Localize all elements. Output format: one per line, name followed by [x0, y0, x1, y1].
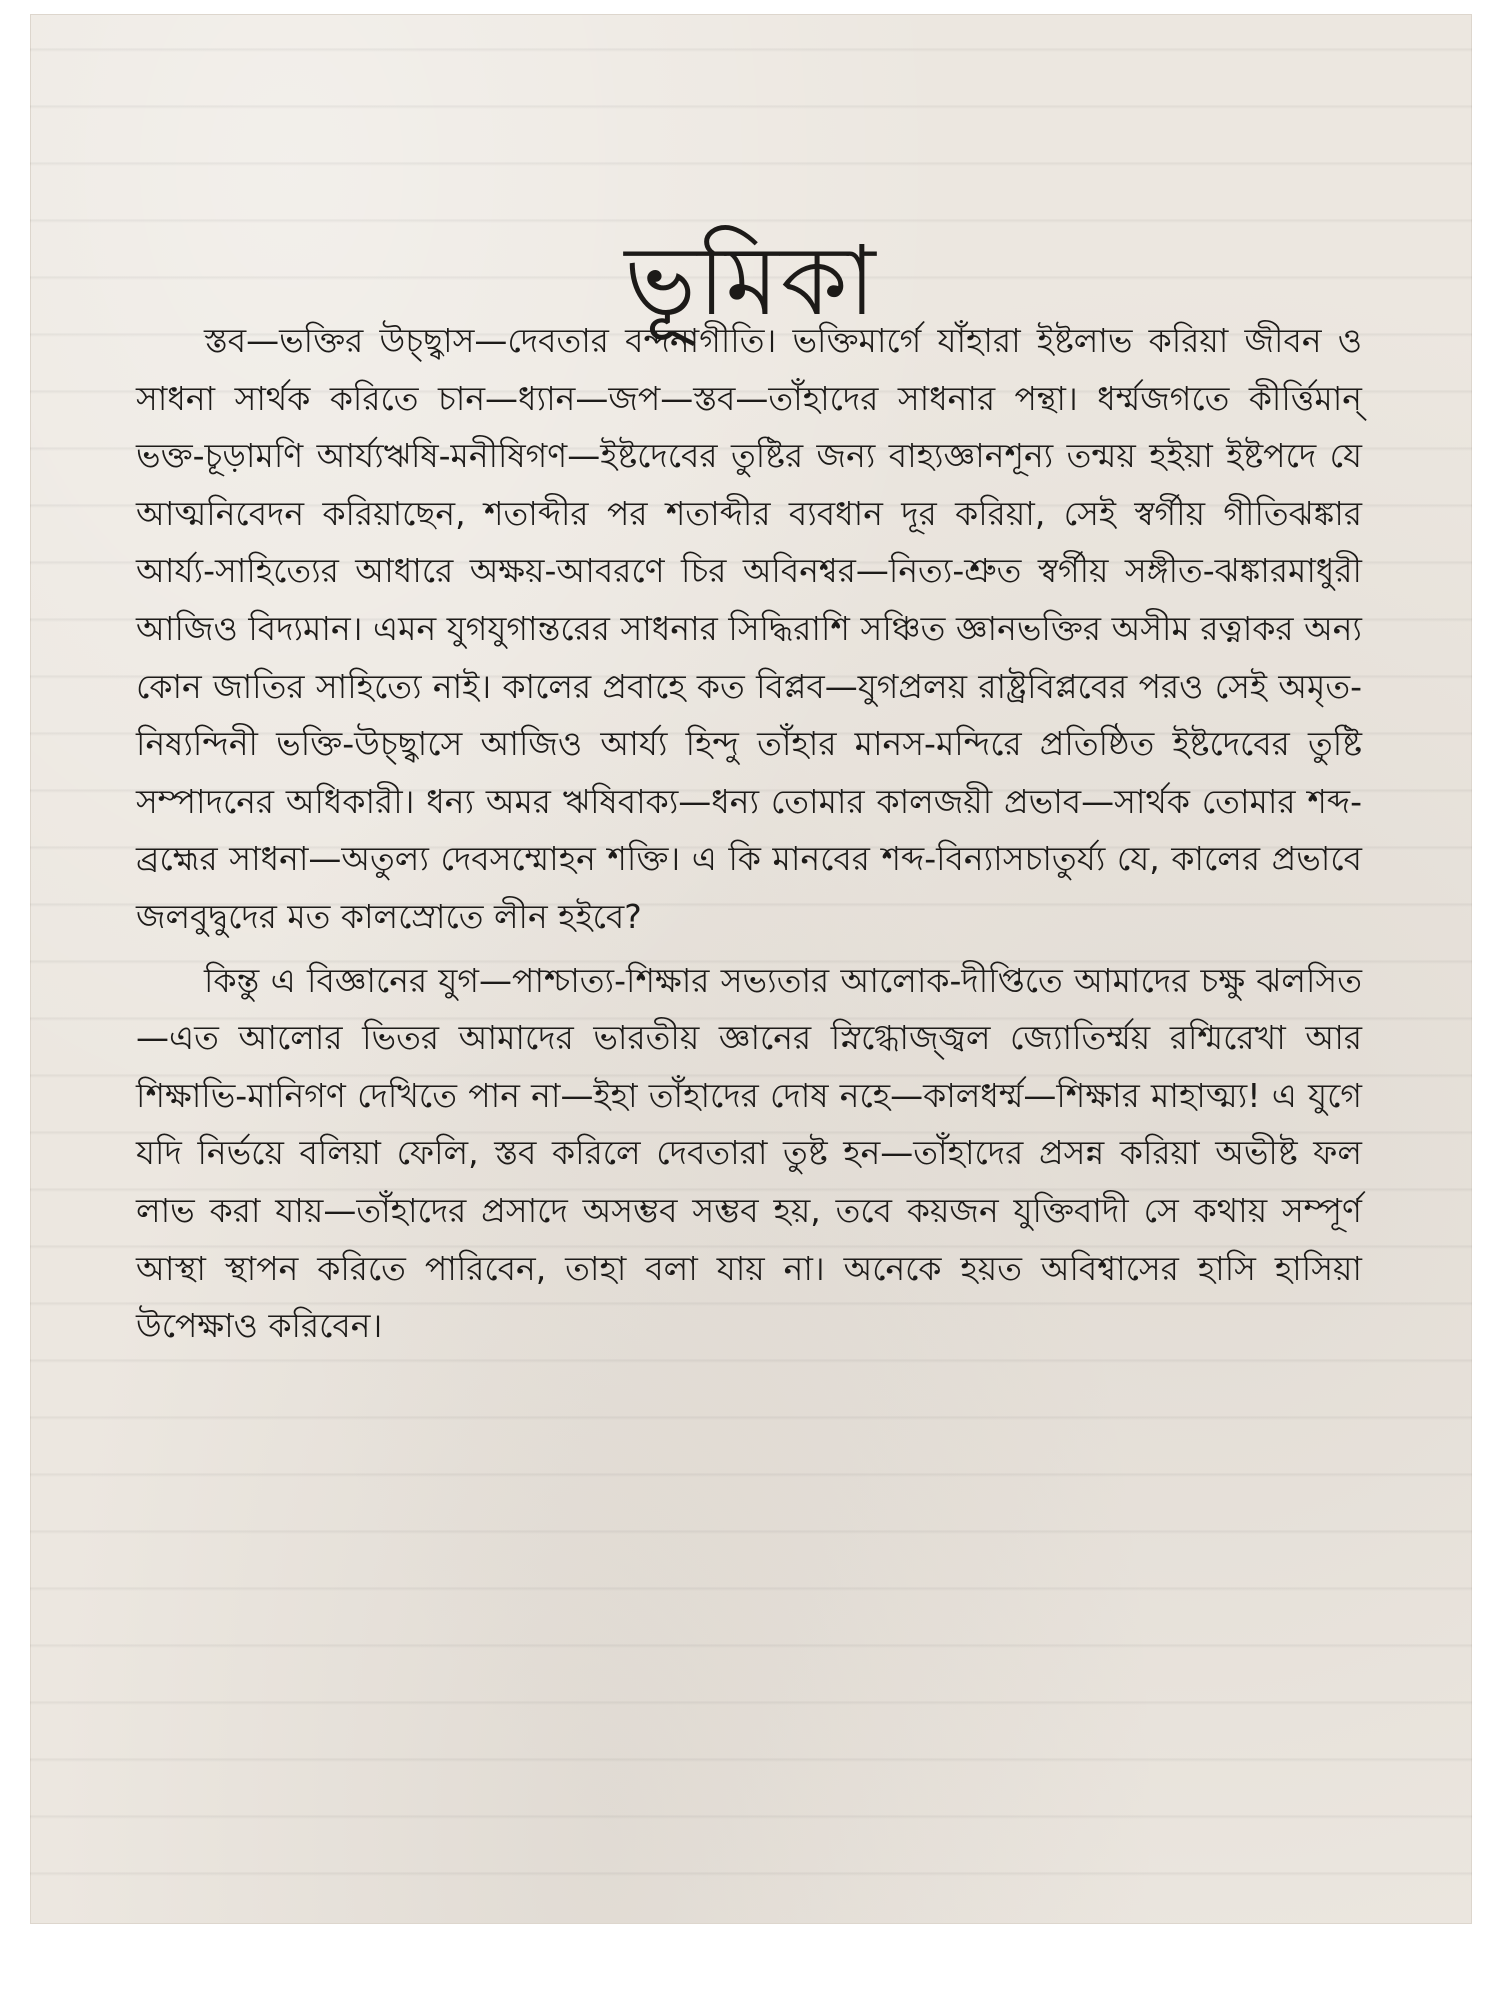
paragraph-2: কিন্তু এ বিজ্ঞানের যুগ—পাশ্চাত্য-শিক্ষার সভ্যতার আলোক-দীপ্তিতে আমাদের চক্ষু ঝলসিত—এত আলোর ভিতর আমাদের ভারতীয় জ্ঞানের স্নিগ্ধোজ্জ্বল জ্যোতির্ম্ময় রশ্মিরেখা আর শিক্ষাভি-মানিগণ দেখিতে পান না—ইহা তাঁহাদের দোষ নহে—কালধর্ম্ম—শিক্ষার মাহাত্ম্য! এ যুগে যদি নির্ভয়ে বলিয়া ফেলি, স্তব করিলে দেবতারা তুষ্ট হন—তাঁহাদের প্রসন্ন করিয়া অভীষ্ট ফল লাভ করা যায়—তাঁহাদের প্রসাদে অসম্ভব সম্ভব হয়, তবে কয়জন যুক্তিবাদী সে কথায় সম্পূর্ণ আস্থা স্থাপন করিতে পারিবেন, তাহা বলা যায় না। অনেকে হয়ত অবিশ্বাসের হাসি হাসিয়া উপেক্ষাও করিবেন।	[136, 960, 1362, 1346]
page-title: ভূমিকা	[624, 225, 878, 338]
scanned-page	[30, 14, 1472, 1924]
paragraph-1: স্তব—ভক্তির উচ্ছ্বাস—দেবতার বন্দনাগীতি। ভক্তিমার্গে যাঁহারা ইষ্টলাভ করিয়া জীবন ও সাধনা সার্থক করিতে চান—ধ্যান—জপ—স্তব—তাঁহাদের সাধনার পন্থা। ধর্ম্মজগতে কীর্ত্তিমান্ ভক্ত-চূড়ামণি আর্য্যঋষি-মনীষিগণ—ইষ্টদেবের তুষ্টির জন্য বাহ্যজ্ঞানশূন্য তন্ময় হইয়া ইষ্টপদে যে আত্মনিবেদন করিয়াছেন, শতাব্দীর পর শতাব্দীর ব্যবধান দূর করিয়া, সেই স্বর্গীয় গীতিঝঙ্কার আর্য্য-সাহিত্যের আধারে অক্ষয়-আবরণে চির অবিনশ্বর—নিত্য-শ্রুত স্বর্গীয় সঙ্গীত-ঝঙ্কারমাধুরী আজিও বিদ্যমান। এমন যুগযুগান্তরের সাধনার সিদ্ধিরাশি সঞ্চিত জ্ঞানভক্তির অসীম রত্নাকর অন্য কোন জাতির সাহিত্যে নাই। কালের প্রবাহে কত বিপ্লব—যুগপ্রলয় রাষ্ট্রবিপ্লবের পরও সেই অমৃত-নিষ্যন্দিনী ভক্তি-উচ্ছ্বাসে আজিও আর্য্য হিন্দু তাঁহার মানস-মন্দিরে প্রতিষ্ঠিত ইষ্টদেবের তুষ্টি সম্পাদনের অধিকারী। ধন্য অমর ঋষিবাক্য—ধন্য তোমার কালজয়ী প্রভাব—সার্থক তোমার শব্দ-ব্রহ্মের সাধনা—অতুল্য দেবসম্মোহন শক্তি। এ কি মানবের শব্দ-বিন্যাসচাতুর্য্য যে, কালের প্রভাবে জলবুদ্বুদের মত কালস্রোতে লীন হইবে?	[136, 321, 1362, 936]
body-text	[136, 312, 1362, 1355]
